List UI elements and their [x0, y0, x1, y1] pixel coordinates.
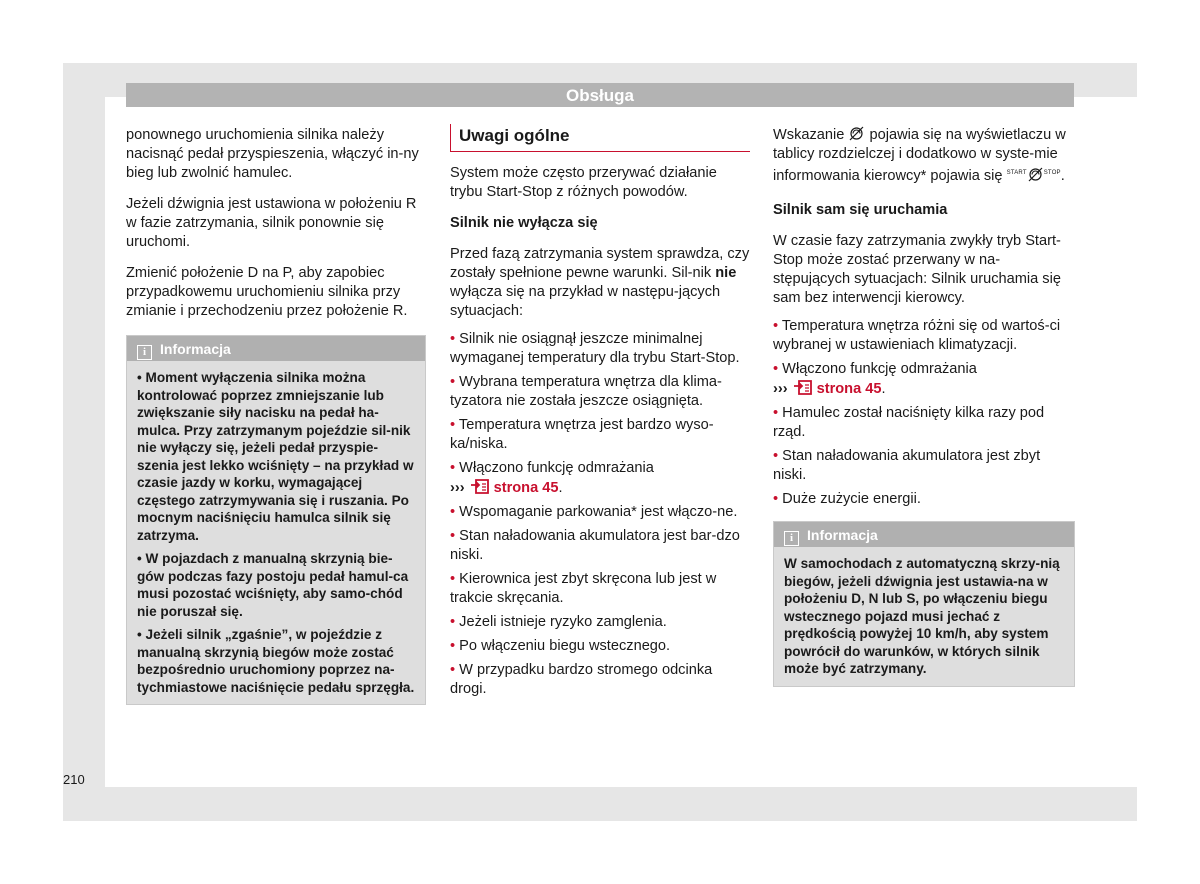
condition-list — [773, 317, 1075, 509]
info-icon: i — [137, 345, 152, 360]
list-item-text: Kierownica jest zbyt skręcona lub jest w trakcie skręcania. — [450, 571, 717, 606]
list-item — [450, 459, 750, 498]
ref-text: strona 45 — [816, 381, 882, 397]
column-right — [773, 126, 1075, 687]
paragraph: Jeżeli dźwignia jest ustawiona w położeniu R w fazie zatrzymania, silnik ponownie się uruchomi. — [126, 196, 417, 250]
book-reference-icon — [792, 379, 814, 396]
info-item: • Moment wyłączenia silnika można kontrolować poprzez zmniejszanie lub zwiększanie siły nacisku na pedał ha-mulca. Przy zatrzymanym pojeździe sil-nik nie wyłączy się, jeżeli pedał przyspie-szenia jest lekko wciśnięty – na przykład w czasie jazdy w korku, wymagającej częstego zatrzymywania się i ruszania. Po mocnym naciśnięciu hamulca silnik się zatrzyma. — [137, 370, 414, 543]
list-item-text: Po włączeniu biegu wstecznego. — [459, 638, 671, 654]
info-box-body — [127, 361, 425, 704]
ref-text: strona 45 — [493, 480, 559, 496]
paragraph — [773, 126, 1075, 186]
bullet-icon: • — [450, 374, 456, 390]
start-stop-off-icon — [848, 126, 865, 141]
list-item-text: Włączono funkcję odmrażania — [782, 361, 977, 377]
list-item — [450, 373, 750, 411]
subheading: Silnik sam się uruchamia — [773, 202, 948, 218]
list-item — [450, 570, 750, 608]
bullet-icon: • — [450, 571, 456, 587]
info-item-text: W pojazdach z manualną skrzynią bie-gów podczas fazy postoju pedał hamul-ca musi pozostać wciśnięty, aby samo-chód nie poruszał się. — [137, 551, 409, 619]
list-item — [450, 661, 750, 699]
info-box-header — [774, 522, 1074, 547]
list-item-text: Temperatura wnętrza różni się od wartoś-ci wybranej w ustawieniach klimatyzacji. — [773, 318, 1061, 353]
bullet-icon: • — [773, 448, 779, 464]
list-item — [450, 637, 750, 656]
bullet-icon: • — [450, 662, 456, 678]
list-item — [450, 330, 750, 368]
info-item: • W pojazdach z manualną skrzynią bie-gów podczas fazy postoju pedał hamul-ca musi pozostać wciśnięty, aby samo-chód nie poruszał się. — [137, 551, 409, 619]
list-item-text: Jeżeli istnieje ryzyko zamglenia. — [459, 614, 667, 630]
list-item — [773, 447, 1075, 485]
bullet-icon: • — [450, 614, 456, 630]
info-box-title: Informacja — [807, 527, 878, 543]
text-span: Przed fazą zatrzymania system sprawdza, czy zostały spełnione pewne warunki. Sil-nik — [450, 246, 750, 281]
list-item-text: W przypadku bardzo stromego odcinka drogi. — [450, 662, 713, 697]
bullet-icon: • — [450, 417, 456, 433]
info-item-text: Moment wyłączenia silnika można kontrolować poprzez zmniejszanie lub zwiększanie siły nacisku na pedał ha-mulca. Przy zatrzymanym pojeździe sil-nik nie wyłączy się, jeżeli pedał przyspie-szenia jest lekko wciśnięty – na przykład w czasie jazdy w korku, wymagającej częstego zatrzymywania się i ruszania. Po mocnym naciśnięciu hamulca silnik się zatrzyma. — [137, 370, 414, 543]
start-stop-off-icon — [1027, 167, 1044, 182]
column-middle — [450, 124, 750, 704]
condition-list — [450, 330, 750, 699]
list-item-text: Stan naładowania akumulatora jest zbyt niski. — [773, 448, 1041, 483]
bullet-icon: • — [773, 318, 779, 334]
paragraph: Zmienić położenie D na P, aby zapobiec przypadkowemu uruchomieniu silnika przy zmianie i przechodzeniu przez położenie R. — [126, 265, 408, 319]
bullet-icon: • — [450, 528, 456, 544]
text-span: . — [881, 381, 886, 397]
bullet-icon: • — [773, 491, 779, 507]
book-reference-icon — [469, 478, 491, 495]
page-reference-link[interactable] — [773, 381, 881, 397]
paragraph: W czasie fazy zatrzymania zwykły tryb Start-Stop może zostać przerwany w na-stępujących sytuacjach: Silnik uruchamia się sam bez interwencji kierowcy. — [773, 233, 1061, 306]
list-item — [773, 317, 1075, 355]
bullet-icon: • — [450, 331, 456, 347]
list-item-text: Stan naładowania akumulatora jest bar-dzo niski. — [450, 528, 740, 563]
list-item — [450, 613, 750, 632]
list-item-text: Wspomaganie parkowania* jest włączo-ne. — [459, 504, 738, 520]
bold-text: nie — [715, 265, 737, 281]
intro-paragraph: System może często przerywać działanie trybu Start-Stop z różnych powodów. — [450, 165, 717, 200]
text-span: . — [558, 480, 563, 496]
info-box-body — [774, 547, 1074, 686]
bullet-icon: • — [450, 504, 456, 520]
bullet-icon: • — [773, 405, 779, 421]
paragraph — [450, 245, 750, 321]
text-span: . — [1060, 168, 1065, 184]
list-item-text: Wybrana temperatura wnętrza dla klima-tyzatora nie została jeszcze osiągnięta. — [450, 374, 722, 409]
list-item-text: Silnik nie osiągnął jeszcze minimalnej wymaganej temperatury dla trybu Start-Stop. — [450, 331, 740, 366]
text-span: Wskazanie — [773, 127, 845, 143]
info-item-text: Jeżeli silnik „zgaśnie”, w pojeździe z manualną skrzynią biegów może zostać bezpośrednio uruchomiony poprzez na-tychmiastowe naciśnięcie pedału sprzęgła. — [137, 627, 415, 695]
subheading: Silnik nie wyłącza się — [450, 215, 598, 231]
info-box-header — [127, 336, 425, 361]
ref-arrows: ››› — [450, 480, 465, 496]
stop-label: STOP — [1043, 170, 1061, 176]
section-title: Uwagi ogólne — [450, 124, 750, 152]
ref-arrows: ››› — [773, 381, 788, 397]
list-item-text: Temperatura wnętrza jest bardzo wyso-ka/niska. — [450, 417, 714, 452]
list-item — [450, 503, 750, 522]
bullet-icon: • — [450, 460, 456, 476]
paragraph: ponownego uruchomienia silnika należy nacisnąć pedał przyspieszenia, włączyć in-ny bieg lub zwolnić hamulec. — [126, 127, 419, 181]
page-number: 210 — [63, 772, 85, 787]
list-item — [450, 416, 750, 454]
start-label: START — [1006, 170, 1027, 176]
page-reference-link[interactable] — [450, 480, 558, 496]
info-box — [773, 521, 1075, 687]
text-span: wyłącza się na przykład w następu-jących sytuacjach: — [450, 284, 721, 319]
list-item — [450, 527, 750, 565]
list-item-text: Duże zużycie energii. — [782, 491, 921, 507]
info-box-title: Informacja — [160, 341, 231, 357]
list-item — [773, 404, 1075, 442]
list-item — [773, 490, 1075, 509]
info-icon: i — [784, 531, 799, 546]
info-box — [126, 335, 426, 705]
bullet-icon: • — [773, 361, 779, 377]
list-item — [773, 360, 1075, 399]
list-item-text: Włączono funkcję odmrażania — [459, 460, 654, 476]
info-text: W samochodach z automatyczną skrzy-nią biegów, jeżeli dźwignia jest ustawia-na w położeniu D, N lub S, po włączeniu biegu wstecznego pojazd musi jechać z prędkością powyżej 10 km/h, aby system powrócił do warunków, w których silnik może być zatrzymany. — [784, 556, 1060, 676]
info-item: • Jeżeli silnik „zgaśnie”, w pojeździe z manualną skrzynią biegów może zostać bezpośrednio uruchomiony poprzez na-tychmiastowe naciśnięcie pedału sprzęgła. — [137, 627, 415, 695]
column-left — [126, 126, 426, 705]
text-span: pojawia się na wyświetlaczu w tablicy rozdzielczej i dodatkowo w syste-mie informowania kierowcy* pojawia się — [773, 127, 1066, 184]
list-item-text: Hamulec został naciśnięty kilka razy pod rząd. — [773, 405, 1045, 440]
bullet-icon: • — [450, 638, 456, 654]
section-header: Obsługa — [126, 83, 1074, 107]
